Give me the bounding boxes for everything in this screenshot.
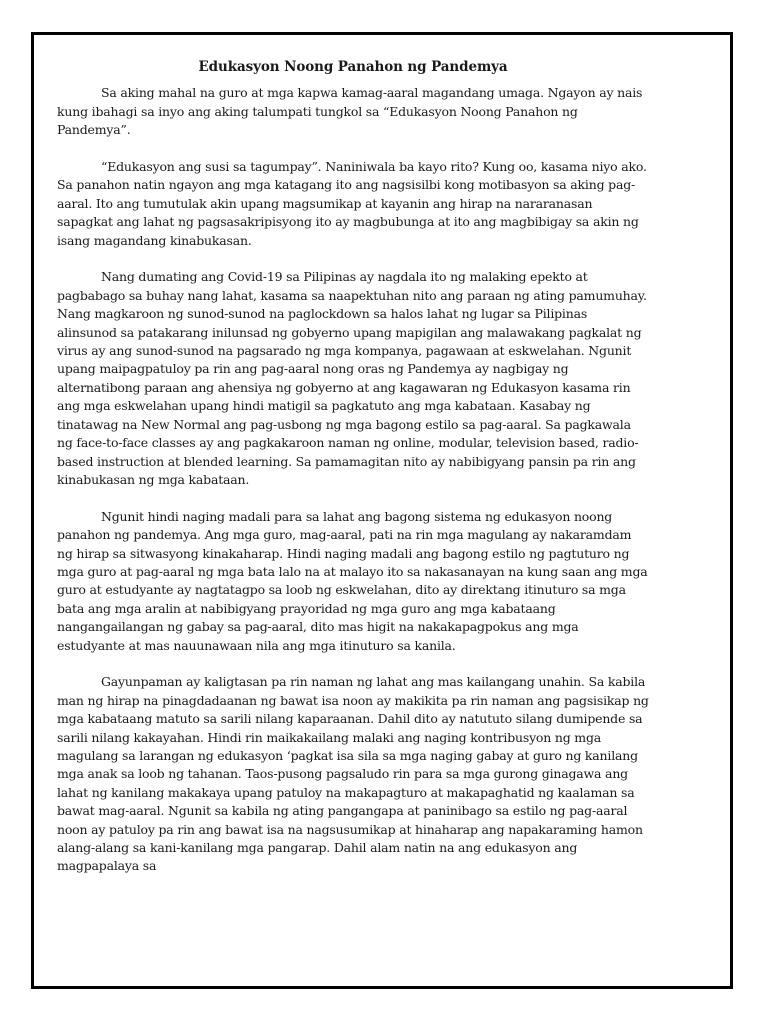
document-title: Edukasyon Noong Panahon ng Pandemya (198, 59, 508, 75)
paragraph-safety: Gayunpaman ay kaligtasan pa rin naman ng lahat ang mas kailangang unahin. Sa kabila man ng hirap na pinagdadaanan ng bawat isa noon ay makikita pa rin naman ang pagsisikap ng mga kabataang matuto sa sarili nilang kaparaanan. Dahil dito ay natututo silang dumipende sa sarili nilang kakayahan. Hindi rin maikakailang malaki ang naging kontribusyon ng mga magulang sa larangan ng edukasyon ‘pagkat isa sila sa mga naging gabay at guro ng kanilang mga anak sa loob ng tahanan. Taos-pusong pagsaludo rin para sa mga gurong ginagawa ang lahat ng kanilang makakaya upang patuloy na makapagturo at makapaghatid ng kaalaman sa bawat mag-aaral. Ngunit sa kabila ng ating pangangapa at paninibago sa estilo ng pag-aaral noon ay patuloy pa rin ang bawat isa na nagsusumikap at hinaharap ang napakaraming hamon alang-alang sa kani-kanilang mga pangarap. Dahil alam natin na ang edukasyon ang magpapalaya sa (57, 674, 649, 874)
paragraph-intro: Sa aking mahal na guro at mga kapwa kamag-aaral magandang umaga. Ngayon ay nais kung ibahagi sa inyo ang aking talumpati tungkol sa “Edukasyon Noong Panahon ng Pandemya”. (57, 85, 643, 138)
paragraph-motto: “Edukasyon ang susi sa tagumpay”. Naniniwala ba kayo rito? Kung oo, kasama niyo ako. Sa panahon natin ngayon ang mga katagang ito ang nagsisilbi kong motibasyon sa aking pag-aaral. Ito ang tumutulak akin upang magsumikap at kayanin ang hirap na nararanasan sapagkat ang lahat ng pagsasakripisyong ito ay magbubunga at ito ang magbibigay sa akin ng isang magandang kinabukasan. (57, 159, 647, 248)
paragraph-covid: Nang dumating ang Covid-19 sa Pilipinas ay nagdala ito ng malaking epekto at pagbabago sa buhay nang lahat, kasama sa naapektuhan nito ang paraan ng ating pamumuhay. Nang magkaroon ng sunod-sunod na paglockdown sa halos lahat ng lugar sa Pilipinas alinsunod sa patakarang inilunsad ng gobyerno upang mapigilan ang malawakang pagkalat ng virus ay ang sunod-sunod na pagsarado ng mga kompanya, pagawaan at eskwelahan. Ngunit upang maipagpatuloy pa rin ang pag-aaral nong oras ng Pandemya ay nagbigay ng alternatibong paraan ang ahensiya ng gobyerno at ang kagawaran ng Edukasyon kasama rin ang mga eskwelahan upang hindi matigil sa pagkatuto ang mga kabataan. Kasabay ng tinatawag na New Normal ang pag-usbong ng mga bagong estilo sa pag-aaral. Sa pagkawala ng face-to-face classes ay ang pagkakaroon naman ng online, modular, television based, radio-based instruction at blended learning. Sa pamamagitan nito ay nabibigyang pansin pa rin ang kinabukasan ng mga kabataan. (57, 269, 647, 487)
paragraph-challenges: Ngunit hindi naging madali para sa lahat ang bagong sistema ng edukasyon noong panahon ng pandemya. Ang mga guro, mag-aaral, pati na rin mga magulang ay nakaramdam ng hirap sa sitwasyong kinakaharap. Hindi naging madali ang bagong estilo ng pagtuturo ng mga guro at pag-aaral ng mga bata lalo na at malayo ito sa nakasanayan na kung saan ang mga guro at estudyante ay nagtatagpo sa loob ng eskwelahan, dito ay direktang itinuturo sa mga bata ang mga aralin at nabibigyang prayoridad ng mga guro ang mga kabataang nangangailangan ng gabay sa pag-aaral, dito mas higit na nakakapagpokus ang mga estudyante at mas nauunawaan nila ang mga itinuturo sa kanila. (57, 508, 648, 653)
document-body (57, 58, 649, 876)
